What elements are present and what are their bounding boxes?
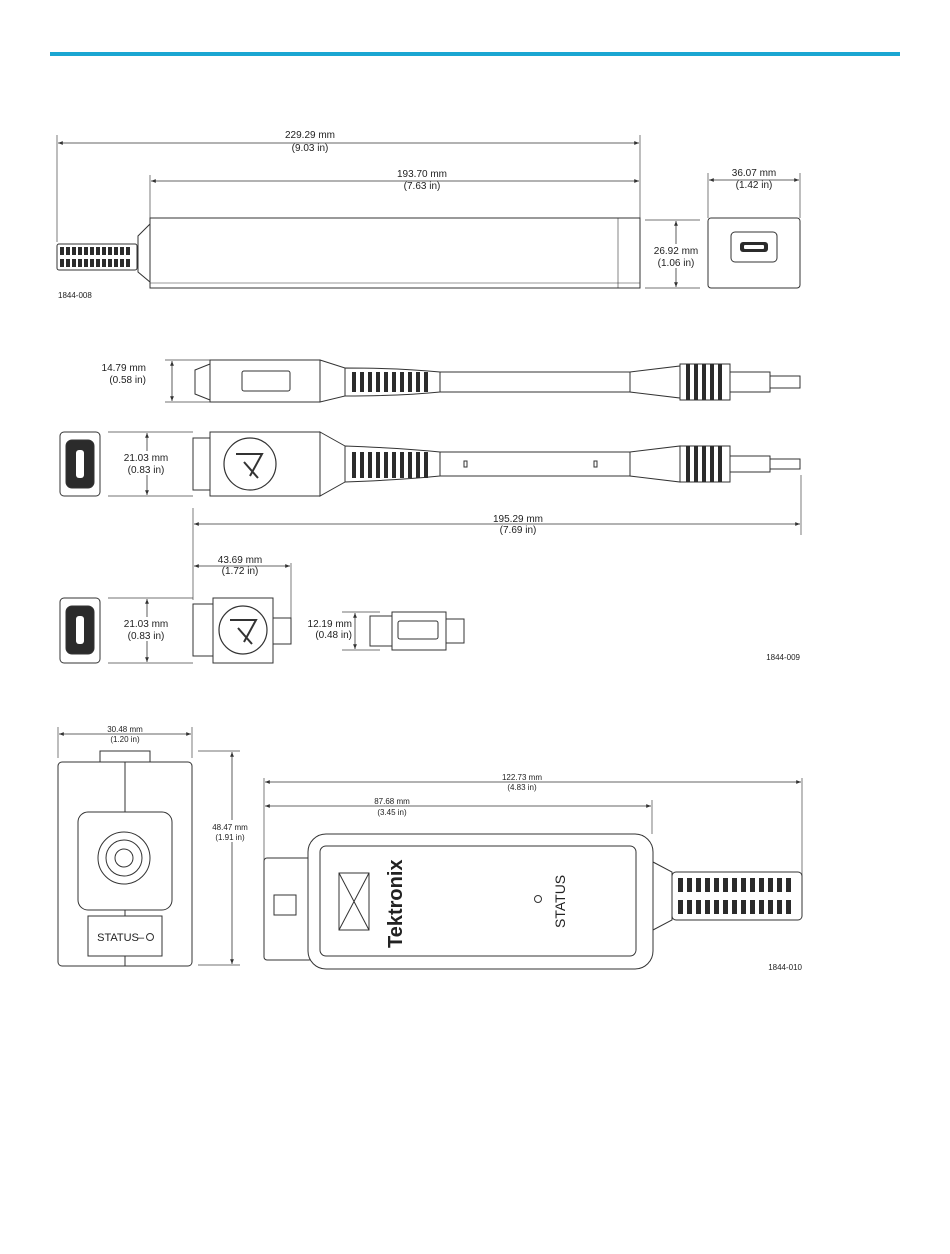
figure-3-interface-box xyxy=(58,725,803,972)
adapter-height-in: (0.83 in) xyxy=(127,631,165,642)
body-length-in: (3.45 in) xyxy=(377,808,407,817)
adapter-length-mm: 43.69 mm xyxy=(217,555,263,566)
overall-length-mm: 229.29 mm xyxy=(284,130,336,141)
brand-label: Tektronix xyxy=(385,859,407,948)
figure-id: 1844-008 xyxy=(58,291,92,300)
small-connector-height-mm: 12.19 mm xyxy=(307,619,352,630)
front-height-in: (1.91 in) xyxy=(215,833,245,842)
cable-length-mm: 195.29 mm xyxy=(492,514,544,525)
front-height-mm: 48.47 mm xyxy=(212,823,248,832)
body-length-in: (7.63 in) xyxy=(403,181,441,192)
side-height-in: (0.83 in) xyxy=(127,465,165,476)
adapter-height-mm: 21.03 mm xyxy=(123,619,169,630)
adapter-length-in: (1.72 in) xyxy=(221,566,259,577)
overall-length-in: (4.83 in) xyxy=(507,783,537,792)
figure-2-cable-assembly xyxy=(60,360,801,663)
front-status-label: STATUS xyxy=(97,932,139,944)
figure-id: 1844-010 xyxy=(768,963,802,972)
overall-length-in: (9.03 in) xyxy=(291,143,329,154)
cable-length-in: (7.69 in) xyxy=(499,525,537,536)
tek-logo-icon xyxy=(224,438,276,490)
status-label: STATUS xyxy=(552,874,568,928)
height-in: (1.06 in) xyxy=(657,258,695,269)
width-mm: 36.07 mm xyxy=(731,168,777,179)
front-width-mm: 30.48 mm xyxy=(107,725,143,734)
small-connector-height-in: (0.48 in) xyxy=(315,630,352,641)
body-length-mm: 87.68 mm xyxy=(374,797,410,806)
strain-relief-icon xyxy=(57,244,137,270)
top-height-in: (0.58 in) xyxy=(109,375,146,386)
front-width-in: (1.20 in) xyxy=(110,735,140,744)
side-height-mm: 21.03 mm xyxy=(123,453,169,464)
height-mm: 26.92 mm xyxy=(653,246,699,257)
width-in: (1.42 in) xyxy=(735,180,773,191)
dash-icon: – xyxy=(137,932,145,944)
figure-1-probe-body xyxy=(57,130,800,300)
overall-length-mm: 122.73 mm xyxy=(501,773,543,782)
figure-id: 1844-009 xyxy=(766,653,800,662)
top-height-mm: 14.79 mm xyxy=(101,363,146,374)
body-length-mm: 193.70 mm xyxy=(396,169,448,180)
